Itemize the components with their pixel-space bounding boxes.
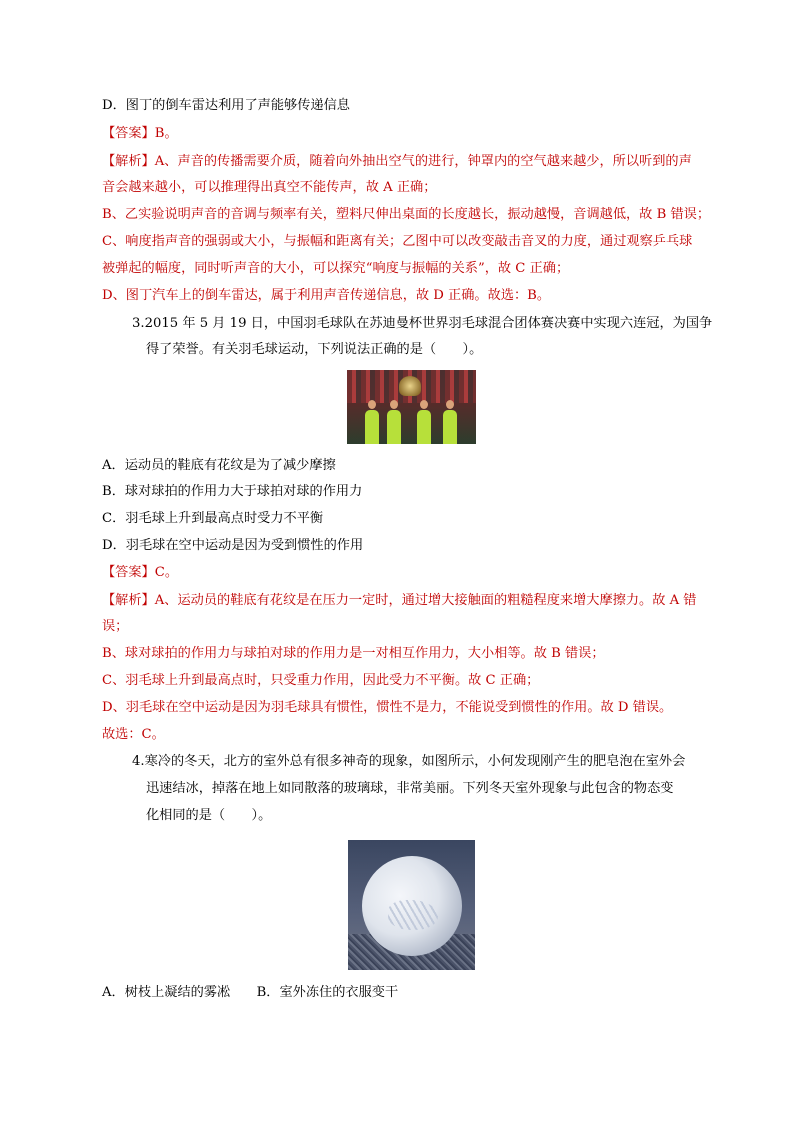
answer-value: C。 — [154, 565, 179, 580]
analysis-q2-line4: C、响度指声音的强弱或大小，与振幅和距离有关；乙图中可以改变敲击音叉的力度，通过观察乒乓球 — [102, 234, 693, 249]
player-head — [390, 400, 398, 409]
player — [443, 410, 457, 444]
q3-option-d: D．羽毛球在空中运动是因为受到惯性的作用 — [102, 538, 364, 553]
q4-stem-line2: 迅速结冰，掉落在地上如同散落的玻璃球，非常美丽。下列冬天室外现象与此包含的物态变 — [146, 781, 674, 796]
analysis-q3-line3: B、球对球拍的作用力与球拍对球的作用力是一对相互作用力，大小相等。故 B 错误； — [102, 646, 605, 661]
analysis-q2-line2: 音会越来越小，可以推理得出真空不能传声，故 A 正确； — [102, 180, 437, 195]
analysis-q2-line3: B、乙实验说明声音的音调与频率有关，塑料尺伸出桌面的长度越长，振动越慢，音调越低，故 B 错误； — [102, 207, 711, 222]
analysis-q3-line4: C、羽毛球上升到最高点时，只受重力作用，因此受力不平衡。故 C 正确； — [102, 673, 540, 688]
analysis-tag: 【解析】 — [102, 154, 155, 169]
answer-tag: 【答案】 — [102, 126, 155, 141]
q3-option-c: C．羽毛球上升到最高点时受力不平衡 — [102, 511, 324, 526]
q4-options-ab: A．树枝上凝结的雾凇 B．室外冻住的衣服变干 — [102, 985, 399, 1000]
frost-pattern — [388, 900, 438, 930]
answer-q3 — [102, 563, 178, 583]
q3-option-b: B．球对球拍的作用力大于球拍对球的作用力 — [102, 484, 363, 499]
analysis-text: A、声音的传播需要介质，随着向外抽出空气的进行，钟罩内的空气越来越少，所以听到的声 — [154, 154, 692, 169]
q3-option-a: A．运动员的鞋底有花纹是为了减少摩擦 — [102, 458, 336, 473]
q3-stem-line1: 3.2015 年 5 月 19 日，中国羽毛球队在苏迪曼杯世界羽毛球混合团体赛决赛中实现六连冠，为国争 — [132, 316, 713, 331]
player-head — [420, 400, 428, 409]
analysis-q3-line1 — [102, 591, 697, 611]
option-d-q2: D．图丁的倒车雷达利用了声能够传递信息 — [102, 98, 350, 113]
player — [387, 410, 401, 444]
analysis-q2-line1 — [102, 152, 692, 172]
answer-tag: 【答案】 — [102, 565, 155, 580]
analysis-tag: 【解析】 — [102, 593, 155, 608]
answer-value: B。 — [154, 126, 178, 141]
player — [365, 410, 379, 444]
analysis-q3-conclusion: 故选：C。 — [102, 727, 165, 742]
analysis-q3-line5: D、羽毛球在空中运动是因为羽毛球具有惯性，惯性不是力，不能说受到惯性的作用。故 D 错误。 — [102, 700, 673, 715]
q3-stem-line2: 得了荣誉。有关羽毛球运动，下列说法正确的是（ ）。 — [146, 342, 483, 357]
analysis-text: A、运动员的鞋底有花纹是在压力一定时，通过增大接触面的粗糙程度来增大摩擦力。故 A 错 — [154, 593, 697, 608]
trophy-icon — [399, 376, 421, 396]
analysis-q2-line5: 被弹起的幅度，同时听声音的大小，可以探究“响度与振幅的关系”，故 C 正确； — [102, 261, 570, 276]
answer-q2 — [102, 124, 178, 144]
player — [417, 410, 431, 444]
analysis-q2-line6: D、图丁汽车上的倒车雷达，属于利用声音传递信息，故 D 正确。故选：B。 — [102, 288, 551, 303]
player-head — [368, 400, 376, 409]
frozen-bubble-photo — [348, 840, 475, 970]
badminton-team-photo — [347, 370, 476, 444]
q4-stem-line3: 化相同的是（ ）。 — [146, 808, 272, 823]
player-head — [446, 400, 454, 409]
q4-stem-line1: 4.寒冷的冬天，北方的室外总有很多神奇的现象，如图所示，小何发现刚产生的肥皂泡在室外会 — [132, 754, 686, 769]
analysis-q3-line2: 误； — [102, 619, 129, 634]
